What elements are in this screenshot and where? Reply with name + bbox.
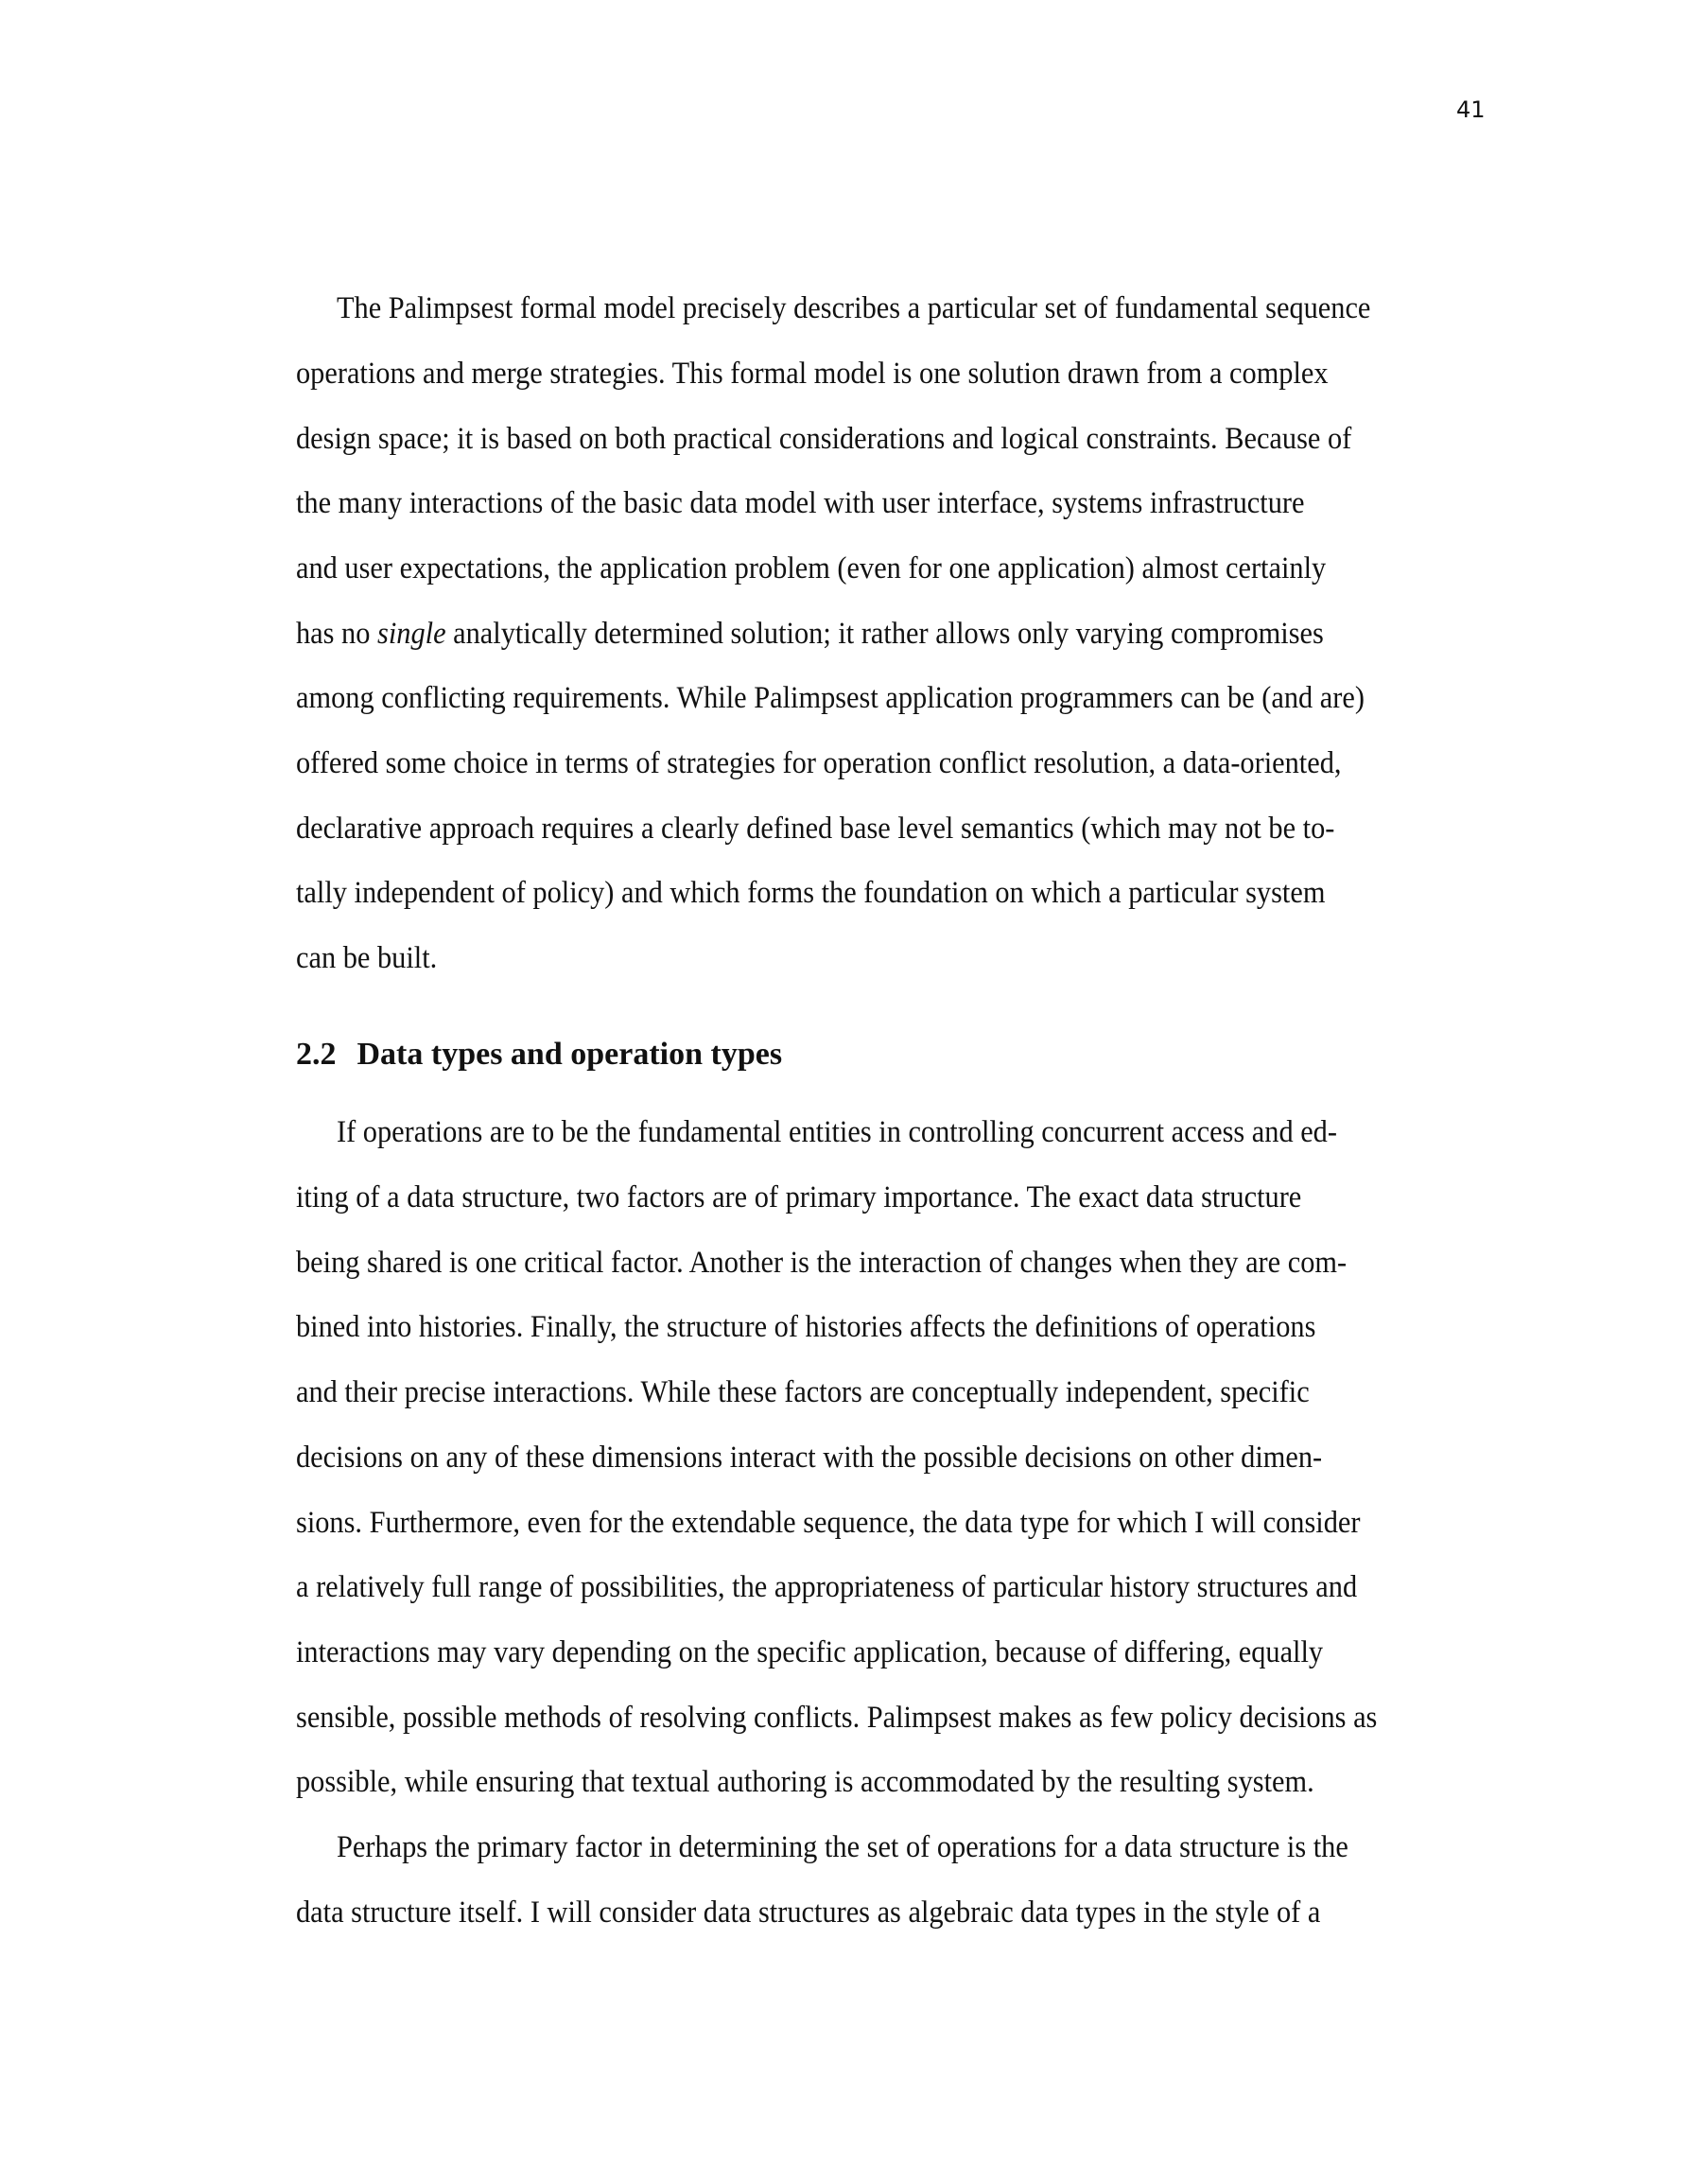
text-line: sions. Furthermore, even for the extendable sequence, the data type for which I will consider xyxy=(296,1506,1361,1540)
text-line: among conflicting requirements. While Palimpsest application programmers can be (and are) xyxy=(296,681,1365,715)
text-span: analytically determined solution; it rather allows only varying compromises xyxy=(445,617,1324,651)
text-line: the many interactions of the basic data model with user interface, systems infrastructure xyxy=(296,486,1305,520)
text-line: and user expectations, the application problem (even for one application) almost certainly xyxy=(296,551,1327,585)
text-line: possible, while ensuring that textual authoring is accommodated by the resulting system. xyxy=(296,1765,1314,1799)
text-line: can be built. xyxy=(296,941,438,975)
text-line: being shared is one critical factor. Another is the interaction of changes when they are com- xyxy=(296,1246,1348,1280)
text-span: has no xyxy=(296,617,378,651)
text-line: a relatively full range of possibilities, the appropriateness of particular history structures and xyxy=(296,1570,1358,1604)
page-number: 41 xyxy=(1456,96,1486,123)
text-line: The Palimpsest formal model precisely describes a particular set of fundamental sequence xyxy=(337,291,1371,325)
text-line: data structure itself. I will consider data structures as algebraic data types in the style of a xyxy=(296,1896,1321,1930)
text-line: iting of a data structure, two factors are of primary importance. The exact data structure xyxy=(296,1180,1302,1214)
text-line: Perhaps the primary factor in determining the set of operations for a data structure is the xyxy=(337,1830,1348,1864)
text-line: sensible, possible methods of resolving conflicts. Palimpsest makes as few policy decisions as xyxy=(296,1701,1378,1735)
text-line xyxy=(296,615,1324,653)
text-line: offered some choice in terms of strategies for operation conflict resolution, a data-oriented, xyxy=(296,746,1342,780)
text-line: design space; it is based on both practical considerations and logical constraints. Because of xyxy=(296,422,1352,456)
text-line: tally independent of policy) and which forms the foundation on which a particular system xyxy=(296,876,1326,910)
text-line: If operations are to be the fundamental entities in controlling concurrent access and ed- xyxy=(337,1115,1337,1149)
emphasis-text: single xyxy=(377,617,446,651)
section-title: Data types and operation types xyxy=(357,1037,783,1072)
text-line: operations and merge strategies. This formal model is one solution drawn from a complex xyxy=(296,357,1329,391)
text-line: bined into histories. Finally, the structure of histories affects the definitions of operations xyxy=(296,1310,1316,1344)
text-line: declarative approach requires a clearly defined base level semantics (which may not be to- xyxy=(296,812,1335,846)
section-heading xyxy=(296,1036,782,1074)
section-number: 2.2 xyxy=(296,1037,337,1072)
text-line: decisions on any of these dimensions interact with the possible decisions on other dimen- xyxy=(296,1441,1323,1475)
text-line: and their precise interactions. While these factors are conceptually independent, specific xyxy=(296,1375,1310,1409)
text-line: interactions may vary depending on the specific application, because of differing, equally xyxy=(296,1635,1324,1669)
